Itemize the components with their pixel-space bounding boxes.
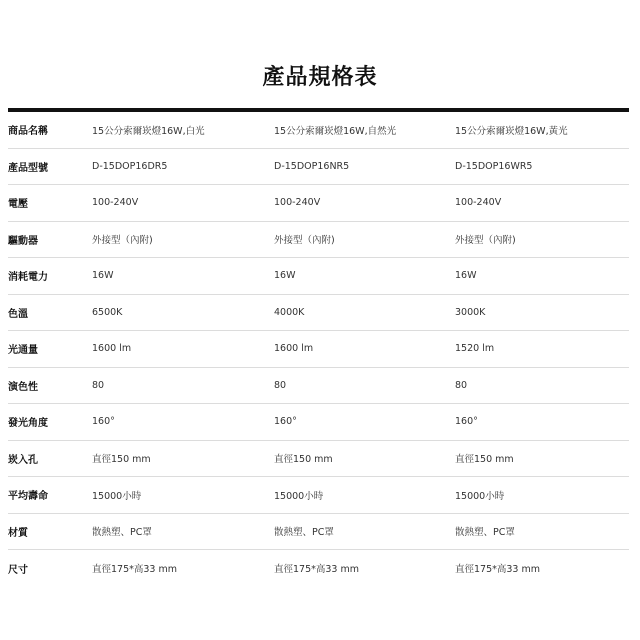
spec-value-warm: 1520 lm (455, 343, 495, 355)
spec-label: 演色性 (8, 381, 38, 393)
spec-value-warm: 80 (455, 379, 468, 391)
spec-value-white: 散熱塑、PC罩 (92, 527, 152, 539)
spec-label: 商品名稱 (8, 126, 48, 138)
page-title: 產品規格表 (262, 65, 378, 90)
spec-label: 電壓 (8, 199, 28, 211)
spec-row-material (8, 514, 629, 551)
spec-value-warm: D-15DOP16WR5 (455, 160, 533, 172)
spec-row-driver (8, 222, 629, 259)
spec-value-white: 6500K (92, 306, 123, 318)
spec-value-natural: 16W (274, 270, 296, 282)
spec-value-warm: 外接型（內附) (455, 235, 516, 247)
spec-value-white: 15公分索爾崁燈16W,白光 (92, 125, 205, 137)
spec-value-natural: D-15DOP16NR5 (274, 160, 350, 172)
spec-table (8, 112, 629, 587)
spec-value-natural: 直徑150 mm (274, 454, 333, 466)
spec-label: 尺寸 (8, 564, 28, 576)
spec-row-beam-angle (8, 404, 629, 441)
spec-value-white: 100-240V (92, 197, 139, 209)
spec-value-white: 直徑175*高33 mm (92, 564, 177, 576)
spec-value-warm: 直徑150 mm (455, 454, 514, 466)
spec-value-natural: 15公分索爾崁燈16W,自然光 (274, 125, 397, 137)
spec-value-natural: 100-240V (274, 197, 321, 209)
spec-value-warm: 15公分索爾崁燈16W,黃光 (455, 125, 568, 137)
spec-value-warm: 16W (455, 270, 477, 282)
spec-label: 發光角度 (8, 418, 48, 430)
spec-value-white: 15000小時 (92, 490, 142, 502)
spec-label: 平均壽命 (8, 491, 48, 503)
spec-row-cutout (8, 441, 629, 478)
spec-row-lifespan (8, 477, 629, 514)
spec-value-natural: 160° (274, 416, 297, 428)
spec-row-power (8, 258, 629, 295)
spec-row-dimensions (8, 550, 629, 587)
spec-label: 色溫 (8, 308, 28, 320)
spec-value-warm: 直徑175*高33 mm (455, 564, 540, 576)
spec-label: 材質 (8, 527, 28, 539)
spec-value-white: 16W (92, 270, 114, 282)
spec-value-natural: 1600 lm (274, 343, 314, 355)
spec-value-white: D-15DOP16DR5 (92, 160, 168, 172)
spec-label: 崁入孔 (8, 454, 38, 466)
spec-label: 驅動器 (8, 235, 38, 247)
spec-value-white: 直徑150 mm (92, 454, 151, 466)
spec-value-warm: 3000K (455, 306, 486, 318)
spec-value-natural: 散熱塑、PC罩 (274, 527, 334, 539)
spec-value-natural: 直徑175*高33 mm (274, 564, 359, 576)
spec-value-natural: 80 (274, 379, 287, 391)
spec-label: 光通量 (8, 345, 38, 357)
spec-value-warm: 散熱塑、PC罩 (455, 527, 515, 539)
spec-row-color-rendering (8, 368, 629, 405)
spec-value-natural: 外接型（內附) (274, 235, 335, 247)
spec-value-warm: 100-240V (455, 197, 502, 209)
spec-row-voltage (8, 185, 629, 222)
spec-value-white: 1600 lm (92, 343, 132, 355)
spec-value-natural: 15000小時 (274, 490, 324, 502)
spec-row-luminous-flux (8, 331, 629, 368)
spec-label: 產品型號 (8, 162, 48, 174)
spec-value-white: 外接型（內附) (92, 235, 153, 247)
spec-value-white: 80 (92, 379, 105, 391)
spec-label: 消耗電力 (8, 272, 48, 284)
spec-value-natural: 4000K (274, 306, 305, 318)
spec-row-model (8, 149, 629, 186)
spec-row-color-temperature (8, 295, 629, 332)
spec-value-warm: 160° (455, 416, 478, 428)
spec-value-white: 160° (92, 416, 115, 428)
spec-value-warm: 15000小時 (455, 490, 505, 502)
spec-row-product-name (8, 112, 629, 149)
